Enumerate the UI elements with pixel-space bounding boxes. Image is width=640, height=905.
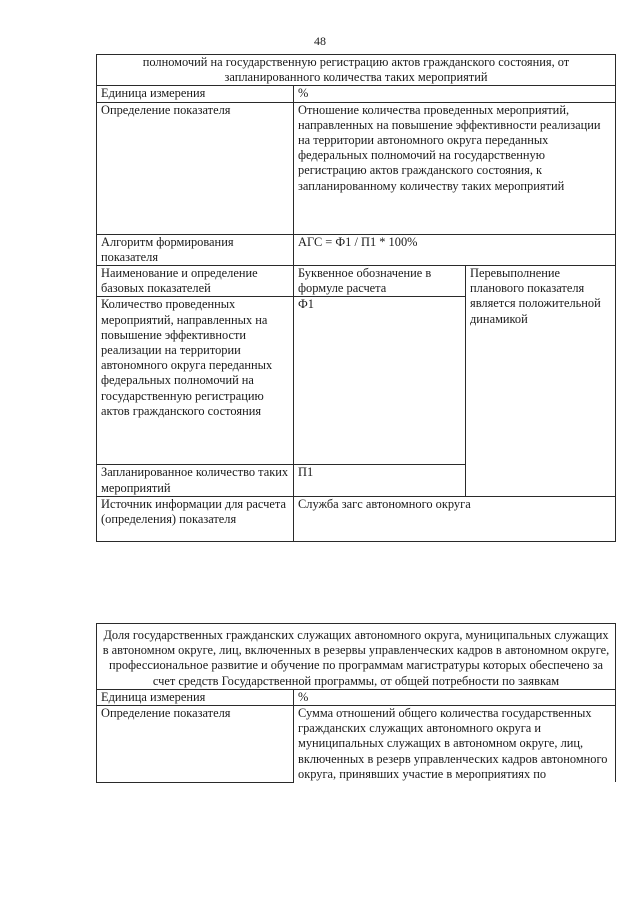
table-row [97,706,616,783]
indicator-table-1 [96,54,616,542]
table-row [97,86,616,102]
algorithm-label: Алгоритм формирования показателя [97,234,294,265]
dynamics-note: Перевыполнение планового показателя является положительной динамикой [466,266,616,497]
table-row [97,234,616,265]
base-indicators-label: Наименование и определение базовых показателей [97,266,294,297]
table-row [97,102,616,234]
definition-label: Определение показателя [97,706,294,783]
f1-label: Количество проведенных мероприятий, направленных на повышение эффективности реализации на территории автономного округа переданных федеральных полномочий на государственную регистрацию актов гражданского состояния [97,297,294,465]
algorithm-formula: АГС = Ф1 / П1 * 100% [294,234,616,265]
table-header-row [97,624,616,690]
indicator-table-2 [96,623,616,783]
table-row [97,496,616,541]
definition-label: Определение показателя [97,102,294,234]
unit-label: Единица измерения [97,86,294,102]
table-row [97,689,616,705]
indicator-title: Доля государственных гражданских служащих автономного округа, муниципальных служащих в автономном округе, лиц, включенных в резервы управленческих кадров в автономном округе, профессиональное развитие и обучение по программам магистратуры которых обеспечено за счет средств Государственной программы, от общей потребности по заявкам [97,624,616,690]
source-label: Источник информации для расчета (определения) показателя [97,496,294,541]
definition-value: Сумма отношений общего количества государственных гражданских служащих автономного округа и муниципальных служащих в автономном округе, лиц, включенных в резерв управленческих кадров автономного округа, принявших участие в мероприятиях по [294,706,616,783]
p1-symbol: П1 [294,465,466,496]
unit-value: % [294,86,616,102]
source-value: Служба загс автономного округа [294,496,616,541]
f1-symbol: Ф1 [294,297,466,465]
unit-label: Единица измерения [97,689,294,705]
table-row [97,266,616,297]
table-header-row [97,55,616,86]
p1-label: Запланированное количество таких мероприятий [97,465,294,496]
definition-value: Отношение количества проведенных мероприятий, направленных на повышение эффективности реализации на территории автономного округа переданных федеральных полномочий на государственную регистрацию актов гражданского состояния, к запланированному количеству таких мероприятий [294,102,616,234]
unit-value: % [294,689,616,705]
indicator-title: полномочий на государственную регистрацию актов гражданского состояния, от запланированного количества таких мероприятий [97,55,616,86]
symbol-column-header: Буквенное обозначение в формуле расчета [294,266,466,297]
page-number: 48 [314,34,326,48]
